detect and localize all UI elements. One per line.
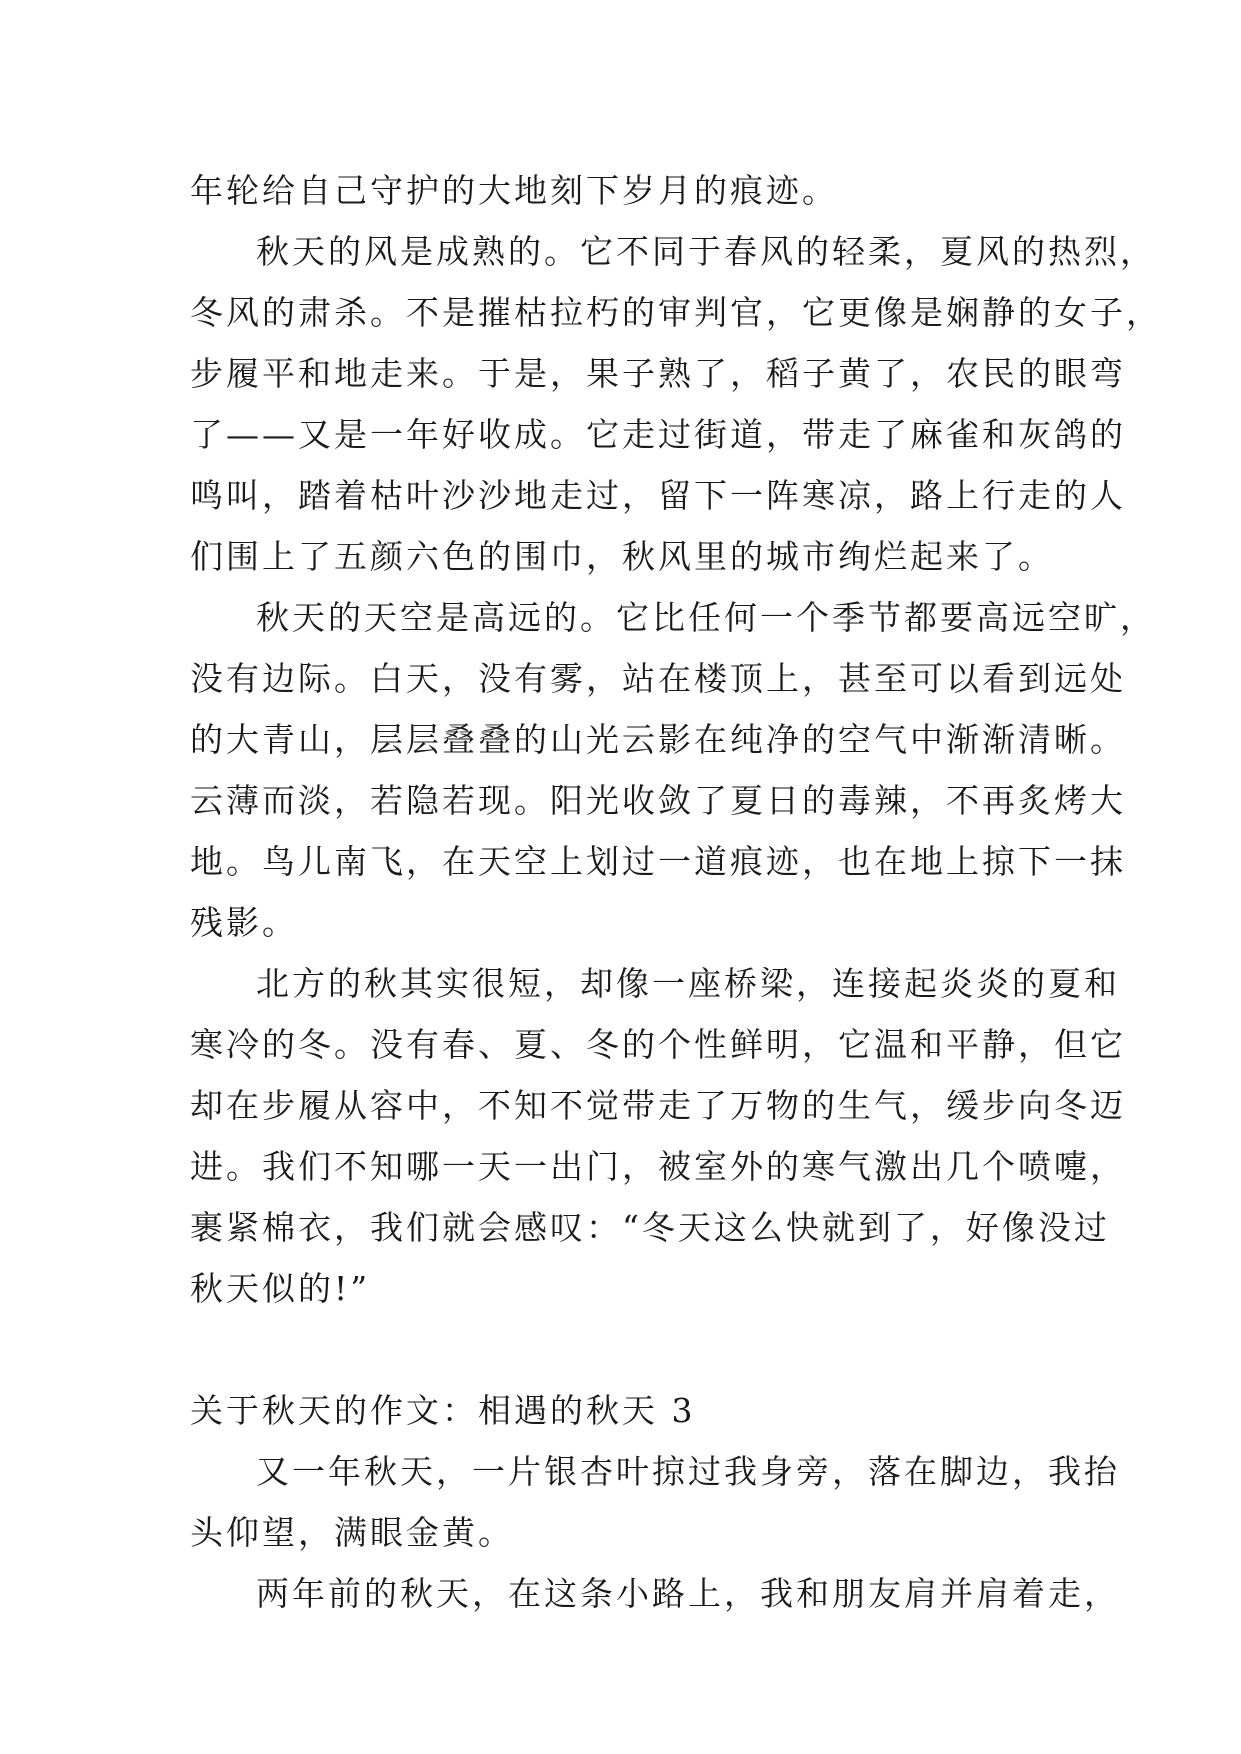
document-body [190, 160, 1162, 1624]
paragraph-two-years-ago [190, 1563, 1120, 1624]
paragraph-ginkgo [190, 1441, 1120, 1563]
text-line: 云薄而淡，若隐若现。阳光收敛了夏日的毒辣，不再炙烤大 [190, 781, 1126, 820]
text-line: 进。我们不知哪一天一出门，被室外的寒气激出几个喷嚏， [190, 1147, 1126, 1186]
text-line: 步履平和地走来。于是，果子熟了，稻子黄了，农民的眼弯 [190, 354, 1126, 393]
text-line: 北方的秋其实很短，却像一座桥梁，连接起炎炎的夏和 [256, 964, 1120, 1003]
text-line: 又一年秋天，一片银杏叶掠过我身旁，落在脚边，我抬 [256, 1452, 1120, 1491]
text-line: 秋天的天空是高远的。它比任何一个季节都要高远空旷， [256, 598, 1156, 637]
text-line: 没有边际。白天，没有雾，站在楼顶上，甚至可以看到远处 [190, 659, 1126, 698]
text-line: 了——又是一年好收成。它走过街道，带走了麻雀和灰鸽的 [190, 415, 1126, 454]
text-line: 地。鸟儿南飞，在天空上划过一道痕迹，也在地上掠下一抹 [190, 842, 1126, 881]
text-line: 年轮给自己守护的大地刻下岁月的痕迹。 [190, 171, 838, 210]
text-line: 却在步履从容中，不知不觉带走了万物的生气，缓步向冬迈 [190, 1086, 1126, 1125]
section-heading: 关于秋天的作文：相遇的秋天 3 [190, 1391, 696, 1430]
text-line: 们围上了五颜六色的围巾，秋风里的城市绚烂起来了。 [190, 537, 1054, 576]
text-line: 鸣叫，踏着枯叶沙沙地走过，留下一阵寒凉，路上行走的人 [190, 476, 1126, 515]
blank-line [190, 1319, 1070, 1380]
text-line: 两年前的秋天，在这条小路上，我和朋友肩并肩着走， [256, 1574, 1120, 1613]
text-line: 秋天似的!” [190, 1269, 371, 1308]
paragraph-northern-autumn [190, 953, 1126, 1319]
text-line: 头仰望，满眼金黄。 [190, 1513, 514, 1552]
paragraph-autumn-sky [190, 587, 1156, 953]
paragraph-autumn-wind [190, 221, 1162, 587]
text-line: 残影。 [190, 903, 298, 942]
text-line: 裹紧棉衣，我们就会感叹：“冬天这么快就到了，好像没过 [190, 1208, 1110, 1247]
text-line: 冬风的肃杀。不是摧枯拉朽的审判官，它更像是娴静的女子， [190, 293, 1162, 332]
text-line: 寒冷的冬。没有春、夏、冬的个性鲜明，它温和平静，但它 [190, 1025, 1126, 1064]
text-line: 秋天的风是成熟的。它不同于春风的轻柔，夏风的热烈， [256, 232, 1156, 271]
text-line: 的大青山，层层叠叠的山光云影在纯净的空气中渐渐清晰。 [190, 720, 1126, 759]
